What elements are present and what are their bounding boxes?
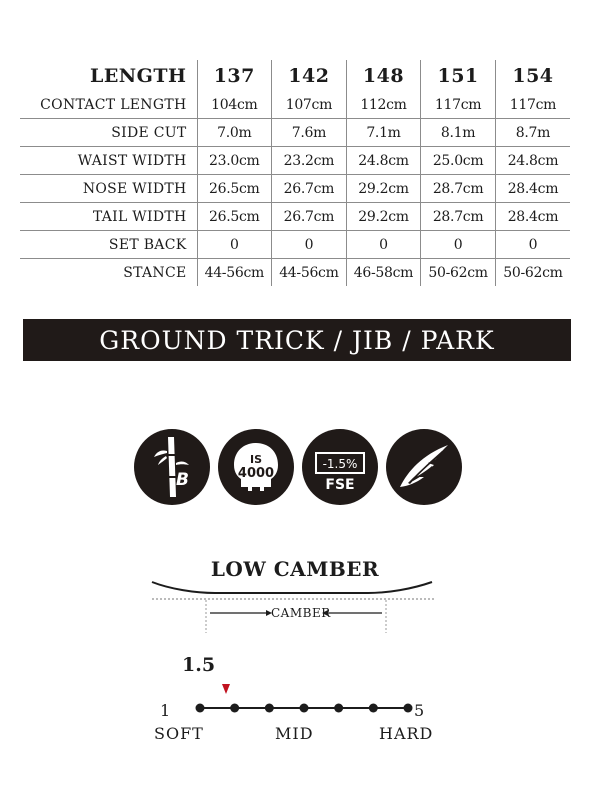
table-cell: 25.0cm [421,147,496,175]
category-banner-text: GROUND TRICK / JIB / PARK [99,325,495,355]
table-cell: 28.7cm [421,203,496,231]
camber-label: CAMBER [271,606,331,620]
table-cell: 28.7cm [421,175,496,203]
table-cell: 117cm [495,91,570,119]
table-cell: 44-56cm [197,259,272,287]
flex-scale-dot [230,704,239,713]
table-cell: 0 [495,231,570,259]
side-cut-label: SIDE CUT [20,119,197,147]
table-cell: 104cm [197,91,272,119]
table-cell: 24.8cm [346,147,421,175]
table-row [20,91,570,119]
flex-marker-triangle [222,684,230,694]
fse-icon-top-text: -1.5% [322,457,358,471]
flex-max-label: 5 [414,701,425,720]
table-cell: 0 [197,231,272,259]
size-154-header: 154 [495,60,570,91]
table-cell: 24.8cm [495,147,570,175]
table-cell: 26.7cm [272,175,347,203]
size-148-header: 148 [346,60,421,91]
length-header: LENGTH [89,64,187,87]
table-cell: 0 [421,231,496,259]
size-142-header: 142 [272,60,347,91]
table-cell: 29.2cm [346,175,421,203]
table-cell: 50-62cm [495,259,570,287]
table-cell: 46-58cm [346,259,421,287]
table-cell: 117cm [421,91,496,119]
table-row [20,203,570,231]
table-cell: 26.7cm [272,203,347,231]
table-cell: 107cm [272,91,347,119]
set-back-label: SET BACK [20,231,197,259]
tail-width-label: TAIL WIDTH [20,203,197,231]
table-row [20,147,570,175]
flex-scale-dot [300,704,309,713]
table-row [20,259,570,287]
flex-value: 1.5 [182,654,216,676]
flex-soft-label: SOFT [154,724,204,743]
contact-length-label: CONTACT LENGTH [20,91,197,119]
flex-hard-label: HARD [379,724,434,743]
category-banner [23,319,571,361]
table-cell: 7.0m [197,119,272,147]
table-cell: 26.5cm [197,175,272,203]
bamboo-icon-letter: B [176,470,189,490]
spec-table [20,60,570,286]
table-cell: 28.4cm [495,203,570,231]
wing-icon [386,429,462,505]
table-cell: 7.6m [272,119,347,147]
skull-is4000-icon [218,429,294,505]
flex-min-label: 1 [160,701,171,720]
table-row [20,119,570,147]
fse-icon-bottom-text: FSE [325,477,355,493]
table-cell: 23.2cm [272,147,347,175]
header-row [20,60,570,91]
table-cell: 44-56cm [272,259,347,287]
camber-title: LOW CAMBER [210,557,380,581]
table-row [20,175,570,203]
flex-scale-dot [334,704,343,713]
skull-icon-top-text: IS [249,453,263,466]
stance-label: STANCE [123,264,187,281]
table-cell: 50-62cm [421,259,496,287]
feature-icons [134,429,464,509]
table-cell: 0 [346,231,421,259]
waist-width-label: WAIST WIDTH [20,147,197,175]
flex-scale-dot [404,704,413,713]
table-cell: 26.5cm [197,203,272,231]
nose-width-label: NOSE WIDTH [20,175,197,203]
flex-mid-label: MID [275,724,314,743]
table-cell: 23.0cm [197,147,272,175]
fse-icon [302,429,378,505]
table-row [20,231,570,259]
flex-scale-dot [196,704,205,713]
table-cell: 28.4cm [495,175,570,203]
table-cell: 0 [272,231,347,259]
size-151-header: 151 [421,60,496,91]
flex-scale [150,674,450,724]
table-cell: 112cm [346,91,421,119]
flex-scale-dot [265,704,274,713]
bamboo-icon [134,429,210,505]
size-137-header: 137 [197,60,272,91]
table-cell: 8.1m [421,119,496,147]
flex-scale-dot [369,704,378,713]
camber-profile-diagram [140,575,450,635]
table-cell: 7.1m [346,119,421,147]
board-profile-line [152,582,432,593]
table-cell: 8.7m [495,119,570,147]
table-cell: 29.2cm [346,203,421,231]
skull-icon-bottom-text: 4000 [237,466,275,481]
